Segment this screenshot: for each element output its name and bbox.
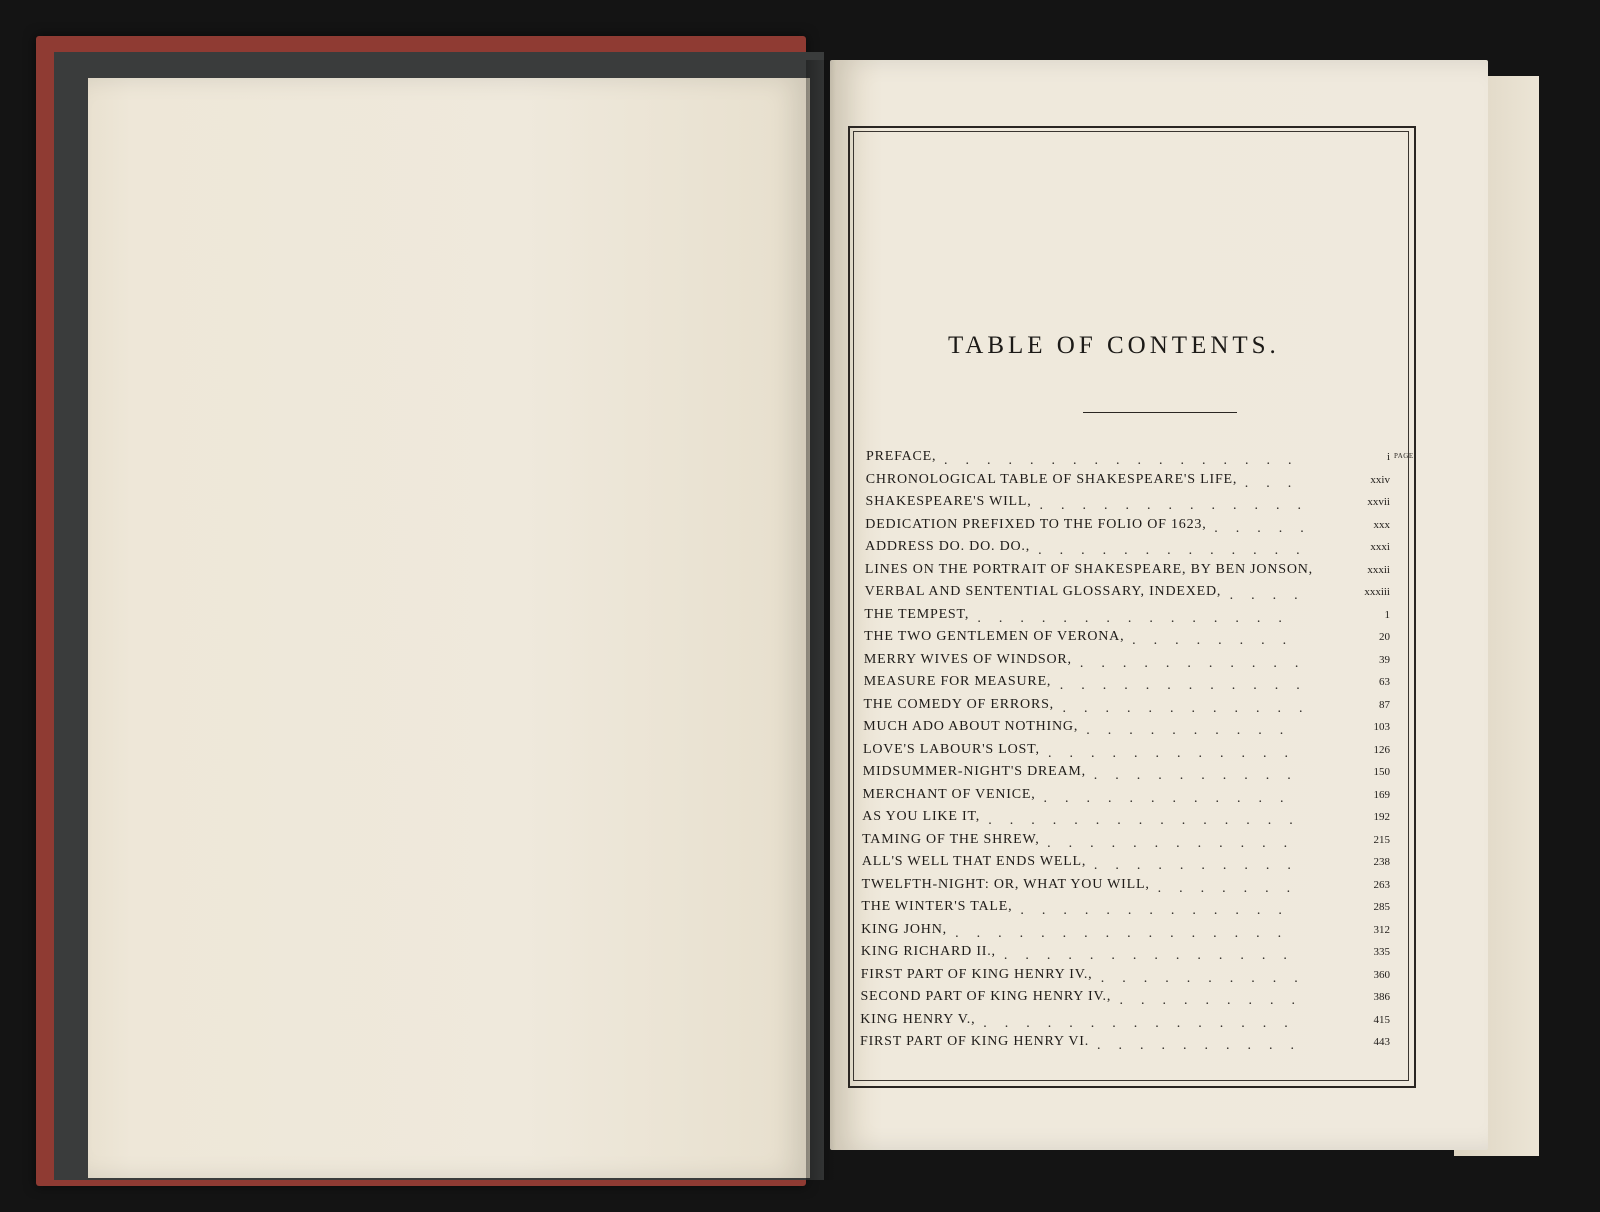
toc-entry [862, 854, 1390, 874]
show-through-title [308, 176, 323, 218]
toc-entry [866, 449, 1390, 469]
toc-entry-title: MUCH ADO ABOUT NOTHING, [863, 719, 1079, 734]
toc-entry-page: 335 [1373, 946, 1390, 958]
toc-entry-title: MIDSUMMER-NIGHT'S DREAM, [862, 764, 1086, 779]
title-rule [1083, 412, 1237, 413]
dot-leader: ........... [1079, 655, 1317, 671]
toc-entry-page: 386 [1373, 991, 1390, 1003]
toc-entry-title: THE TWO GENTLEMEN OF VERONA, [864, 629, 1125, 644]
toc-entry [862, 877, 1390, 897]
toc-entry [863, 719, 1390, 739]
dot-leader: ............. [1038, 543, 1318, 558]
toc-entry-page: 150 [1373, 766, 1390, 778]
dot-leader: ............... [977, 610, 1300, 626]
toc-entry-title: ALL'S WELL THAT ENDS WELL, [861, 854, 1087, 869]
toc-entry-page: 39 [1378, 653, 1390, 666]
toc-entry-page: 1 [1384, 608, 1390, 621]
toc-entry-page: 263 [1373, 878, 1390, 891]
dot-leader: .... [1229, 588, 1316, 603]
dot-leader: ............. [1039, 498, 1320, 513]
toc-entry [860, 1012, 1390, 1032]
toc-entry-page: xxx [1373, 518, 1390, 531]
toc-entry-title: ADDRESS DO. DO. DO., [865, 539, 1031, 554]
toc-entry-title: SECOND PART OF KING HENRY IV., [860, 989, 1112, 1004]
dot-leader: ............ [1043, 790, 1302, 806]
toc-entry-page: 192 [1373, 811, 1390, 823]
toc-entry-page: 63 [1378, 676, 1390, 688]
toc-entry-title: AS YOU LIKE IT, [862, 809, 981, 824]
dot-leader: ............ [1062, 700, 1321, 716]
toc-entry-page: xxvii [1367, 496, 1390, 508]
toc-entry [860, 1034, 1390, 1054]
dot-leader: ............... [988, 813, 1311, 828]
toc-entry-title: MERRY WIVES OF WINDSOR, [863, 651, 1072, 667]
left-page [88, 78, 810, 1178]
toc-entry [865, 584, 1390, 604]
dot-leader: ............... [983, 1015, 1306, 1031]
toc-entry-page: 103 [1373, 721, 1390, 733]
toc-entry-page: xxxiii [1364, 586, 1390, 598]
dot-leader: .......... [1100, 970, 1316, 986]
toc-entry-page: 360 [1373, 968, 1390, 981]
dot-leader: ......... [1119, 993, 1313, 1008]
toc-entry [865, 539, 1390, 559]
toc-entry-title: TWELFTH-NIGHT: OR, WHAT YOU WILL, [861, 876, 1150, 892]
show-through-name [183, 338, 202, 396]
dot-leader: .......... [1093, 768, 1309, 783]
gutter-shadow [806, 60, 836, 1180]
toc-entry-title: VERBAL AND SENTENTIAL GLOSSARY, INDEXED, [864, 584, 1222, 599]
toc-entry [865, 517, 1390, 537]
toc-entry-page: 285 [1373, 901, 1390, 913]
toc-entry [862, 832, 1390, 852]
toc-entry [860, 989, 1390, 1009]
toc-entry-page: 126 [1373, 743, 1390, 756]
toc-entry [861, 967, 1390, 987]
dot-leader: ................ [955, 925, 1300, 941]
dot-leader: ................. [944, 453, 1310, 468]
toc-entry-page: 169 [1373, 788, 1390, 801]
toc-entry [863, 764, 1390, 784]
toc-entry [863, 697, 1390, 717]
toc-entry-page: 87 [1378, 698, 1390, 711]
toc-entry [864, 674, 1390, 694]
dot-leader: .......... [1097, 1038, 1312, 1053]
dot-leader: ..... [1214, 520, 1322, 536]
dot-leader: ............ [1047, 835, 1306, 851]
toc-entry-title: THE WINTER'S TALE, [861, 899, 1013, 914]
toc-entry [862, 809, 1390, 829]
toc-entry [864, 652, 1390, 672]
toc-entry-title: CHRONOLOGICAL TABLE OF SHAKESPEARE'S LIFE, [865, 471, 1238, 487]
toc-entry [864, 629, 1390, 649]
toc-entry-title: DEDICATION PREFIXED TO THE FOLIO OF 1623, [865, 516, 1207, 532]
page-title: TABLE OF CONTENTS. [948, 332, 1280, 359]
toc-entry-page: 215 [1373, 833, 1390, 846]
toc-entry-page: 312 [1373, 923, 1390, 936]
toc-entry-page: 443 [1373, 1036, 1390, 1048]
toc-entry [864, 607, 1390, 627]
toc-entry-title: MEASURE FOR MEASURE, [863, 674, 1052, 689]
dot-leader: ... [1244, 475, 1310, 491]
dot-leader: .............. [1003, 948, 1305, 963]
page-column-heading: PAGE [1394, 452, 1414, 460]
toc-entry-page: xxiv [1370, 473, 1390, 486]
dot-leader: ....... [1157, 880, 1309, 896]
toc-entry-title: LINES ON THE PORTRAIT OF SHAKESPEARE, BY BEN JONSON, [864, 561, 1313, 577]
dot-leader: .......... [1093, 858, 1309, 873]
dot-leader: ............. [1020, 903, 1300, 918]
toc-entry-title: KING RICHARD II., [860, 944, 996, 959]
toc-entry [861, 944, 1390, 964]
toc-entry-title: THE COMEDY OF ERRORS, [863, 696, 1054, 712]
toc-entry-title: TAMING OF THE SHREW, [862, 831, 1040, 847]
toc-entry-title: KING JOHN, [861, 921, 947, 937]
dot-leader: ............ [1048, 745, 1306, 761]
toc-entry-title: FIRST PART OF KING HENRY VI. [860, 1034, 1090, 1049]
toc-entry [866, 494, 1390, 514]
toc-entry [863, 787, 1390, 807]
toc-entry [865, 562, 1390, 582]
dot-leader: ........ [1132, 633, 1305, 648]
toc-entry-page: i [1386, 451, 1390, 463]
toc-entry-title: PREFACE, [866, 449, 937, 464]
toc-entry-title: MERCHANT OF VENICE, [862, 786, 1036, 802]
toc-entry-title: LOVE'S LABOUR'S LOST, [863, 741, 1040, 757]
toc-entry-title: KING HENRY V., [860, 1011, 976, 1027]
toc-entry [861, 899, 1390, 919]
dot-leader: ............ [1059, 678, 1318, 693]
toc-entry-page: xxxii [1367, 563, 1390, 576]
toc-entry-title: SHAKESPEARE'S WILL, [865, 494, 1032, 509]
dot-leader: .......... [1086, 723, 1302, 738]
toc-entry-title: THE TEMPEST, [864, 606, 970, 622]
toc-entry [861, 922, 1390, 942]
toc-entry-title: FIRST PART OF KING HENRY IV., [860, 966, 1093, 982]
toc-entry-page: 20 [1378, 631, 1390, 643]
toc-entry [863, 742, 1390, 762]
toc-entry-page: 415 [1373, 1013, 1390, 1026]
toc-entry-page: 238 [1373, 856, 1390, 868]
toc-entry [866, 472, 1390, 492]
toc-entry-page: xxxi [1370, 541, 1390, 553]
